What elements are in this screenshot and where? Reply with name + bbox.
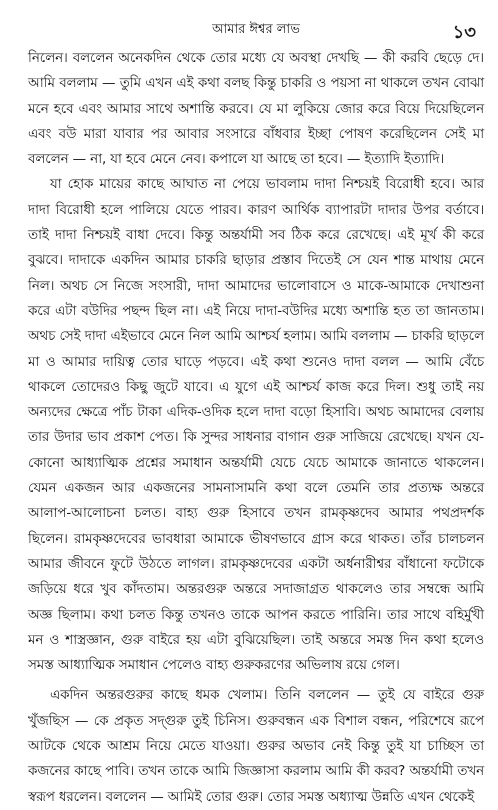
paragraph-3: একদিন অন্তরগুরুর কাছে ধমক খেলাম। তিনি বললেন — তুই যে বাইরে গুরু খুঁজছিস — কে প্রকৃত সদ্‌গুরু তুই চিনিস। গুরুবন্ধন এক বিশাল বন্ধন, পরিশেষে রূপে আটকে থেকে আশ্রম নিয়ে মেতে যাওয়া। গুরুর অভাব নেই কিন্তু তুই যা চাচ্ছিস তা কজনের কাছে পাবি। তখন তাকে আমি জিজ্ঞাসা করলাম আমি কী করব? অন্তর্যামী তখন স্বরূপ ধরলেন। বললেন — আমিই তোর গুরু। তোর সমস্ত অধ্যাত্ম উন্নতি এখন থেকেই — [28, 687, 484, 805]
paragraph-2: যা হোক মায়ের কাছে আঘাত না পেয়ে ভাবলাম দাদা নিশ্চয়ই বিরোধী হবে। আর দাদা বিরোধী হলে পালিয়ে যেতে পারব। কারণ আর্থিক ব্যাপারটা দাদার উপর বর্তাবে। তাই দাদা নিশ্চয়ই বাধা দেবে। কিন্তু অন্তর্যামী সব ঠিক করে রেখেছে। এই মূর্খ কী করে বুঝবে। দাদাকে একদিন আমার চাকরি ছাড়ার প্রস্তাব দিতেই সে যেন শান্ত মাথায় মেনে নিল। অথচ সে নিজে সংসারী, দাদা আমাদের ভালোবাসে ও মাকে-আমাকে দেখাশুনা করে এটা বউদির পছন্দ ছিল না। এই নিয়ে দাদা-বউদির মধ্যে অশান্তি হত তা জানতাম। অথচ সেই দাদা এইভাবে মেনে নিল আমি আশ্চর্য হলাম। আমি বললাম — চাকরি ছাড়লে মা ও আমার দায়িত্ব তোর ঘাড়ে পড়বে। এই কথা শুনেও দাদা বলল — আমি বেঁচে থাকলে তোদেরও কিছু জুটে যাবে। এ যুগে এই আশ্চর্য কাজ করে দিল। শুধু তাই নয় অন্যদের ক্ষেত্রে পাঁচ টাকা এদিক-ওদিক হলে দাদা বড়ো হিসাবি। অথচ আমাদের বেলায় তার উদার ভাব প্রকাশ পেত। কি সুন্দর সাধনার বাগান গুরু সাজিয়ে রেখেছে। যখন যে-কোনো আধ্যাত্মিক প্রশ্নের সমাধান অন্তর্যামী যেচে যেচে আমাকে জানাতে থাকলেন। যেমন একজন আর একজনের সামনাসামনি কথা বলে তেমনি তার প্রত্যক্ষ অন্তরে আলাপ-আলোচনা চলত। বাহ্য গুরু হিসাবে তখন রামকৃষ্ণদেব আমার পথপ্রদর্শক ছিলেন। রামকৃষ্ণদেবের ভাবধারা আমাকে ভীষণভাবে গ্রাস করে থাকত। তাঁর চালচলন আমার জীবনে ফুটে উঠতে লাগল। রামকৃষ্ণদেবের একটা অর্ধনারীশ্বর বাঁধানো ফটোকে জড়িয়ে ধরে খুব কাঁদতাম। অন্তরগুরু অন্তরে সদাজাগ্রত থাকলেও তার সম্বন্ধে আমি অজ্ঞ ছিলাম। কথা চলত কিন্তু তখনও তাকে আপন করতে পারিনি। তার সাথে বহির্মুখী মন ও শাস্ত্রজ্ঞান, গুরু বাইরে হয় এটা বুঝিয়েছিল। তাই অন্তরে সমস্ত দিন কথা হলেও সমস্ত আধ্যাত্মিক সমাধান পেলেও বাহ্য গুরুকরণের অভিলাষ রয়ে গেল। — [28, 176, 484, 674]
running-title: আমার ঈশ্বর লাভ — [212, 22, 300, 37]
paragraph-1: নিলেন। বললেন অনেকদিন থেকে তোর মধ্যে যে অবস্থা দেখছি — কী করবি ছেড়ে দে। আমি বললাম — তুমি এখন এই কথা বলছ কিন্তু চাকরি ও পয়সা না থাকলে তখন বোঝা মনে হবে এবং আমার সাথে অশান্তি করবে। যে মা লুকিয়ে জোর করে বিয়ে দিয়েছিলেন এবং বউ মারা যাবার পর আবার সংসারে বাঁধবার ইচ্ছা পোষণ করেছিলেন সেই মা বললেন — না, যা হবে মেনে নেব। কপালে যা আছে তা হবে। — ইত্যাদি ইত্যাদি। — [28, 50, 484, 168]
running-head — [28, 18, 484, 43]
page-number: ১৩ — [452, 22, 476, 43]
body-text — [28, 46, 484, 810]
